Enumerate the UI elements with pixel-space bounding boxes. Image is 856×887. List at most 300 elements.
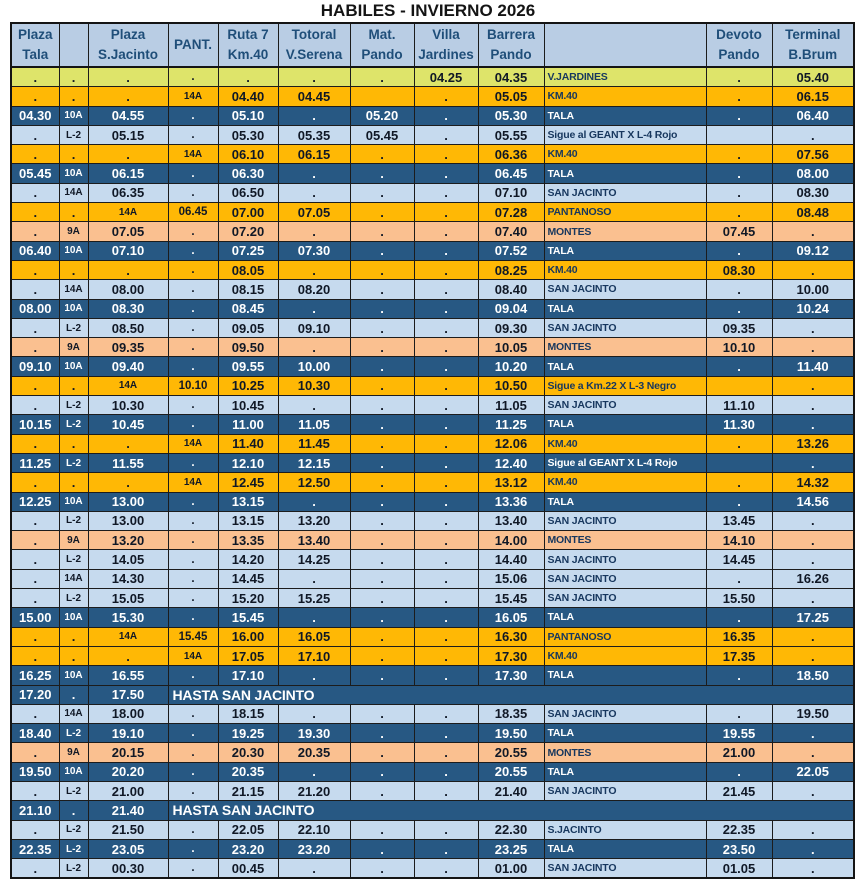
time-cell: 05.20 — [350, 106, 414, 125]
time-cell: 21.45 — [706, 781, 772, 800]
empty-cell: . — [350, 260, 414, 279]
empty-cell: . — [350, 550, 414, 569]
time-cell: 08.00 — [11, 299, 59, 318]
empty-cell — [706, 453, 772, 472]
time-cell: 21.15 — [218, 781, 278, 800]
route-code-cell: L-2 — [59, 318, 88, 337]
time-cell: 13.00 — [88, 511, 168, 530]
time-cell: 05.55 — [478, 125, 544, 144]
time-cell: 15.50 — [706, 589, 772, 608]
empty-cell: . — [350, 338, 414, 357]
time-cell: 09.10 — [278, 318, 350, 337]
destination-cell: Sigue a Km.22 X L-3 Negro — [544, 376, 706, 395]
route-code-cell: 9A — [59, 222, 88, 241]
table-row — [11, 685, 854, 704]
empty-cell: . — [218, 67, 278, 87]
empty-cell: . — [11, 704, 59, 723]
empty-cell: . — [706, 492, 772, 511]
empty-cell: . — [414, 589, 478, 608]
empty-cell: . — [706, 608, 772, 627]
empty-cell: . — [59, 203, 88, 222]
destination-cell: PANTANOSO — [544, 627, 706, 646]
time-cell: 09.10 — [11, 357, 59, 376]
empty-cell: . — [11, 781, 59, 800]
destination-cell: TALA — [544, 839, 706, 858]
destination-cell: TALA — [544, 241, 706, 260]
time-cell: 12.50 — [278, 473, 350, 492]
time-cell: 17.10 — [278, 646, 350, 665]
time-cell: 21.00 — [706, 743, 772, 762]
empty-cell: . — [414, 724, 478, 743]
time-cell: 07.25 — [218, 241, 278, 260]
header-cell: Terminal B.Brum — [772, 23, 854, 67]
destination-cell: SAN JACINTO — [544, 859, 706, 879]
empty-cell: . — [414, 87, 478, 106]
time-cell: 11.30 — [706, 415, 772, 434]
time-cell: 22.30 — [478, 820, 544, 839]
time-cell: 17.35 — [706, 646, 772, 665]
empty-cell: . — [278, 762, 350, 781]
time-cell: 06.15 — [772, 87, 854, 106]
empty-cell: . — [706, 164, 772, 183]
route-code-cell: L-2 — [59, 781, 88, 800]
empty-cell: . — [772, 396, 854, 415]
table-row — [11, 820, 854, 839]
route-code-cell: 10A — [59, 492, 88, 511]
time-cell: 06.45 — [478, 164, 544, 183]
table-row — [11, 241, 854, 260]
time-cell: 14.05 — [88, 550, 168, 569]
time-cell: 06.45 — [168, 203, 218, 222]
time-cell: 17.05 — [218, 646, 278, 665]
empty-cell: . — [350, 241, 414, 260]
time-cell: 18.40 — [11, 724, 59, 743]
destination-cell: TALA — [544, 762, 706, 781]
time-cell: 23.25 — [478, 839, 544, 858]
empty-cell: . — [278, 396, 350, 415]
empty-cell: . — [350, 164, 414, 183]
time-cell: 10.10 — [168, 376, 218, 395]
time-cell: 08.20 — [278, 280, 350, 299]
route-code-cell: 10A — [59, 762, 88, 781]
empty-cell: . — [278, 183, 350, 202]
table-row — [11, 145, 854, 164]
empty-cell: . — [168, 743, 218, 762]
time-cell: 15.30 — [88, 608, 168, 627]
empty-cell: . — [414, 531, 478, 550]
empty-cell: . — [278, 859, 350, 879]
time-cell: 05.45 — [11, 164, 59, 183]
empty-cell: . — [772, 125, 854, 144]
time-cell: 19.10 — [88, 724, 168, 743]
time-cell: 14.20 — [218, 550, 278, 569]
table-row — [11, 106, 854, 125]
time-cell: 09.30 — [478, 318, 544, 337]
table-row — [11, 743, 854, 762]
time-cell: 07.30 — [278, 241, 350, 260]
table-row — [11, 550, 854, 569]
time-cell: 16.35 — [706, 627, 772, 646]
time-cell: 11.45 — [278, 434, 350, 453]
empty-cell: . — [414, 453, 478, 472]
time-cell: 07.05 — [88, 222, 168, 241]
time-cell: 08.30 — [772, 183, 854, 202]
empty-cell: . — [278, 338, 350, 357]
empty-cell: . — [772, 511, 854, 530]
time-cell: 10.25 — [218, 376, 278, 395]
header-cell: Totoral V.Serena — [278, 23, 350, 67]
time-cell: 11.05 — [278, 415, 350, 434]
route-code-cell: 14A — [59, 569, 88, 588]
time-cell: 08.00 — [88, 280, 168, 299]
empty-cell: . — [414, 222, 478, 241]
time-cell: 21.00 — [88, 781, 168, 800]
destination-cell: SAN JACINTO — [544, 396, 706, 415]
time-cell: 08.30 — [88, 299, 168, 318]
empty-cell: . — [11, 203, 59, 222]
empty-cell: . — [168, 260, 218, 279]
empty-cell: . — [168, 396, 218, 415]
destination-cell: Sigue al GEANT X L-4 Rojo — [544, 125, 706, 144]
time-cell: 12.25 — [11, 492, 59, 511]
time-cell: 15.45 — [218, 608, 278, 627]
time-cell: 21.20 — [278, 781, 350, 800]
empty-cell: . — [11, 820, 59, 839]
empty-cell: . — [168, 608, 218, 627]
empty-cell: . — [168, 820, 218, 839]
time-cell: 21.40 — [88, 801, 168, 820]
destination-cell: S.JACINTO — [544, 820, 706, 839]
empty-cell: . — [59, 685, 88, 704]
empty-cell: . — [278, 67, 350, 87]
time-cell: 16.30 — [478, 627, 544, 646]
time-cell: 18.15 — [218, 704, 278, 723]
header-cell: Plaza Tala — [11, 23, 59, 67]
time-cell: 20.55 — [478, 762, 544, 781]
table-row — [11, 260, 854, 279]
empty-cell: . — [706, 183, 772, 202]
time-cell: 06.36 — [478, 145, 544, 164]
empty-cell: . — [772, 839, 854, 858]
empty-cell: . — [350, 299, 414, 318]
time-cell: 16.00 — [218, 627, 278, 646]
empty-cell: . — [414, 357, 478, 376]
empty-cell: . — [11, 473, 59, 492]
destination-cell: TALA — [544, 492, 706, 511]
time-cell: 09.04 — [478, 299, 544, 318]
time-cell: 17.30 — [478, 646, 544, 665]
time-cell: 07.10 — [88, 241, 168, 260]
route-code-cell: L-2 — [59, 415, 88, 434]
time-cell: 09.35 — [706, 318, 772, 337]
empty-cell: . — [772, 550, 854, 569]
time-cell: 01.00 — [478, 859, 544, 879]
destination-cell: TALA — [544, 415, 706, 434]
empty-cell: . — [11, 859, 59, 879]
destination-cell: V.JARDINES — [544, 67, 706, 87]
time-cell: 10.45 — [88, 415, 168, 434]
empty-cell: . — [278, 569, 350, 588]
empty-cell: . — [350, 67, 414, 87]
time-cell: 07.56 — [772, 145, 854, 164]
time-cell: 13.15 — [218, 492, 278, 511]
time-cell: 17.25 — [772, 608, 854, 627]
empty-cell: . — [11, 125, 59, 144]
empty-cell: . — [414, 781, 478, 800]
time-cell: 07.10 — [478, 183, 544, 202]
header-cell — [544, 23, 706, 67]
table-row — [11, 608, 854, 627]
empty-cell: . — [706, 280, 772, 299]
route-code-cell: 9A — [59, 743, 88, 762]
time-cell: 14.45 — [218, 569, 278, 588]
header-cell: PANT. — [168, 23, 218, 67]
time-cell: 05.35 — [278, 125, 350, 144]
time-cell: 09.05 — [218, 318, 278, 337]
route-code-cell: L-2 — [59, 453, 88, 472]
time-cell: 15.25 — [278, 589, 350, 608]
header-cell: Barrera Pando — [478, 23, 544, 67]
table-row — [11, 318, 854, 337]
empty-cell: . — [772, 415, 854, 434]
destination-cell: KM.40 — [544, 473, 706, 492]
destination-cell: SAN JACINTO — [544, 511, 706, 530]
empty-cell: . — [168, 299, 218, 318]
time-cell: 17.20 — [11, 685, 59, 704]
empty-cell: . — [350, 376, 414, 395]
empty-cell: . — [88, 646, 168, 665]
empty-cell: . — [168, 589, 218, 608]
header-cell: Plaza S.Jacinto — [88, 23, 168, 67]
empty-cell: . — [772, 820, 854, 839]
table-row — [11, 627, 854, 646]
empty-cell: . — [59, 627, 88, 646]
route-code-cell: 10A — [59, 299, 88, 318]
empty-cell: . — [11, 145, 59, 164]
table-row — [11, 125, 854, 144]
time-cell: 13.36 — [478, 492, 544, 511]
empty-cell: . — [414, 376, 478, 395]
empty-cell: . — [350, 183, 414, 202]
empty-cell: . — [59, 376, 88, 395]
destination-cell: TALA — [544, 164, 706, 183]
empty-cell: . — [278, 106, 350, 125]
empty-cell: . — [350, 318, 414, 337]
time-cell: 17.30 — [478, 666, 544, 685]
table-row — [11, 67, 854, 87]
route-code-cell: L-2 — [59, 839, 88, 858]
table-row — [11, 87, 854, 106]
table-row — [11, 801, 854, 820]
route-code-cell: L-2 — [59, 820, 88, 839]
empty-cell: . — [772, 627, 854, 646]
empty-cell: . — [350, 473, 414, 492]
table-row — [11, 724, 854, 743]
time-cell: 07.05 — [278, 203, 350, 222]
empty-cell: . — [11, 260, 59, 279]
empty-cell: . — [414, 434, 478, 453]
destination-cell: SAN JACINTO — [544, 781, 706, 800]
empty-cell: . — [168, 222, 218, 241]
table-row — [11, 666, 854, 685]
time-cell: 10.45 — [218, 396, 278, 415]
empty-cell: . — [350, 357, 414, 376]
route-code-cell: L-2 — [59, 511, 88, 530]
time-cell: 22.05 — [772, 762, 854, 781]
empty-cell: . — [278, 299, 350, 318]
time-cell: 01.05 — [706, 859, 772, 879]
empty-cell: . — [168, 280, 218, 299]
empty-cell: . — [11, 67, 59, 87]
time-cell: 14.30 — [88, 569, 168, 588]
destination-cell: MONTES — [544, 222, 706, 241]
time-cell: 23.50 — [706, 839, 772, 858]
table-row — [11, 781, 854, 800]
empty-cell: . — [11, 511, 59, 530]
time-cell: 11.40 — [772, 357, 854, 376]
empty-cell: . — [414, 415, 478, 434]
empty-cell: . — [772, 318, 854, 337]
time-cell: 20.20 — [88, 762, 168, 781]
empty-cell: . — [168, 859, 218, 879]
empty-cell: . — [350, 608, 414, 627]
empty-cell: . — [350, 781, 414, 800]
table-row — [11, 511, 854, 530]
empty-cell: . — [414, 106, 478, 125]
time-cell: 13.12 — [478, 473, 544, 492]
empty-cell: . — [350, 704, 414, 723]
empty-cell: . — [350, 222, 414, 241]
time-cell: 06.30 — [218, 164, 278, 183]
time-cell: 14.00 — [478, 531, 544, 550]
time-cell: 23.05 — [88, 839, 168, 858]
time-cell: 09.50 — [218, 338, 278, 357]
table-row — [11, 473, 854, 492]
time-cell: 08.45 — [218, 299, 278, 318]
time-cell: 11.25 — [11, 453, 59, 472]
empty-cell: . — [414, 338, 478, 357]
empty-cell: . — [414, 608, 478, 627]
time-cell: 14.25 — [278, 550, 350, 569]
empty-cell: . — [414, 511, 478, 530]
time-cell: 13.26 — [772, 434, 854, 453]
table-row — [11, 415, 854, 434]
empty-cell: . — [88, 473, 168, 492]
empty-cell: . — [59, 801, 88, 820]
time-cell: 23.20 — [218, 839, 278, 858]
time-cell: 05.15 — [88, 125, 168, 144]
table-row — [11, 222, 854, 241]
time-cell: 04.30 — [11, 106, 59, 125]
time-cell: 16.05 — [478, 608, 544, 627]
route-code-cell: 14A — [59, 183, 88, 202]
empty-cell: . — [168, 569, 218, 588]
empty-cell: . — [59, 646, 88, 665]
empty-cell: . — [772, 453, 854, 472]
empty-cell: . — [350, 145, 414, 164]
empty-cell: . — [706, 106, 772, 125]
empty-cell: . — [414, 569, 478, 588]
time-cell: 05.30 — [218, 125, 278, 144]
route-code-cell: 10A — [59, 241, 88, 260]
empty-cell: . — [168, 762, 218, 781]
time-cell: 12.45 — [218, 473, 278, 492]
route-code-cell: 14A — [88, 203, 168, 222]
time-cell: 14.10 — [706, 531, 772, 550]
empty-cell: . — [278, 260, 350, 279]
time-cell: 13.40 — [278, 531, 350, 550]
time-cell: 06.15 — [88, 164, 168, 183]
empty-cell: . — [59, 434, 88, 453]
time-cell: 10.50 — [478, 376, 544, 395]
time-cell: 11.55 — [88, 453, 168, 472]
time-cell: 12.40 — [478, 453, 544, 472]
empty-cell: . — [11, 743, 59, 762]
time-cell: 14.32 — [772, 473, 854, 492]
time-cell: 20.30 — [218, 743, 278, 762]
empty-cell: . — [414, 145, 478, 164]
table-row — [11, 299, 854, 318]
empty-cell: . — [414, 550, 478, 569]
empty-cell: . — [350, 280, 414, 299]
empty-cell: . — [350, 646, 414, 665]
table-row — [11, 183, 854, 202]
empty-cell: . — [414, 183, 478, 202]
empty-cell: . — [350, 396, 414, 415]
table-row — [11, 376, 854, 395]
empty-cell: . — [414, 646, 478, 665]
timetable — [10, 22, 855, 879]
empty-cell: . — [414, 859, 478, 879]
empty-cell: . — [706, 203, 772, 222]
time-cell: 14.40 — [478, 550, 544, 569]
empty-cell: . — [168, 183, 218, 202]
empty-cell: . — [168, 357, 218, 376]
time-cell: 20.35 — [218, 762, 278, 781]
empty-cell: . — [414, 280, 478, 299]
time-cell: 13.20 — [278, 511, 350, 530]
empty-cell: . — [414, 743, 478, 762]
time-cell: 09.35 — [88, 338, 168, 357]
empty-cell: . — [59, 87, 88, 106]
time-cell: 15.45 — [168, 627, 218, 646]
empty-cell: . — [11, 222, 59, 241]
empty-cell: . — [88, 145, 168, 164]
table-row — [11, 203, 854, 222]
empty-cell: . — [350, 434, 414, 453]
table-row — [11, 492, 854, 511]
empty-cell: . — [706, 569, 772, 588]
table-row — [11, 646, 854, 665]
time-cell: 22.05 — [218, 820, 278, 839]
header-cell — [59, 23, 88, 67]
route-code-cell: 14A — [59, 280, 88, 299]
table-row — [11, 859, 854, 879]
destination-cell: SAN JACINTO — [544, 183, 706, 202]
route-code-cell: 14A — [168, 87, 218, 106]
destination-cell: SAN JACINTO — [544, 589, 706, 608]
empty-cell: . — [88, 434, 168, 453]
empty-cell: . — [11, 627, 59, 646]
empty-cell: . — [414, 473, 478, 492]
empty-cell: . — [350, 820, 414, 839]
empty-cell: . — [88, 67, 168, 87]
time-cell: 07.45 — [706, 222, 772, 241]
empty-cell: . — [706, 145, 772, 164]
empty-cell: . — [772, 531, 854, 550]
time-cell: 14.56 — [772, 492, 854, 511]
empty-cell: . — [772, 859, 854, 879]
